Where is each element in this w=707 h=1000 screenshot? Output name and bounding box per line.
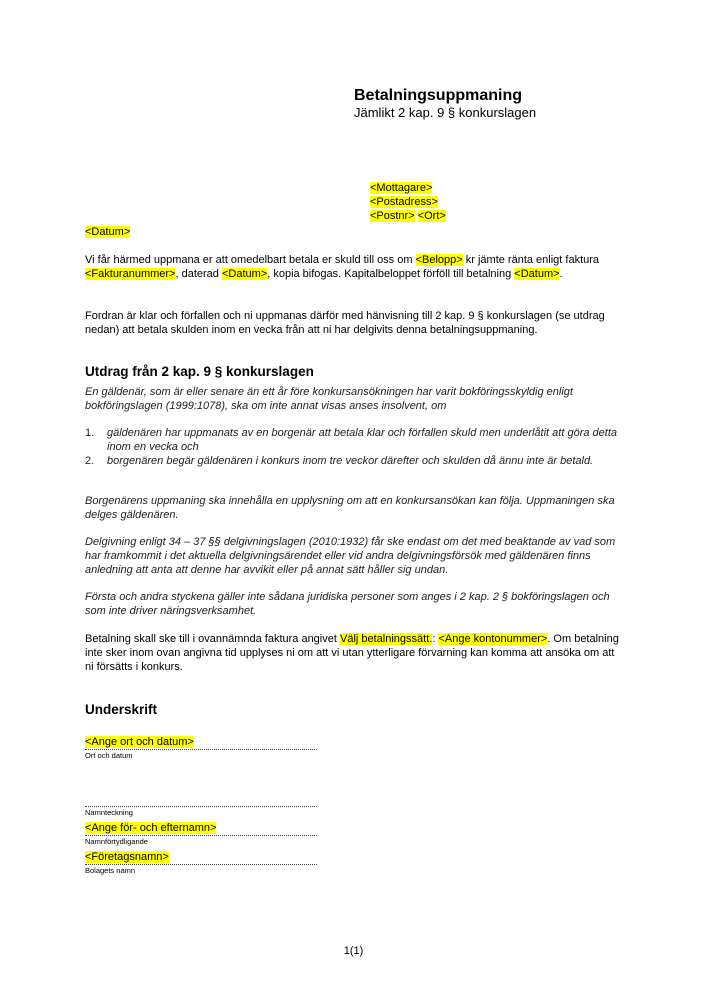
document-title: Betalningsuppmaning <box>354 87 522 104</box>
paragraph-demand <box>85 253 625 281</box>
signature-heading: Underskrift <box>85 702 158 717</box>
paragraph-notice: Fordran är klar och förfallen och ni uppmanas därför med hänvisning till 2 kap. 9 § konkurslagen (se utdrag nedan) att betala skulden inom en vecka från att ni har delgivits denna betalningsuppmaning. <box>85 310 605 336</box>
text-run: . Om betalning inte sker inom ovan angivna tid upplyses ni om att vi utan ytterligare förvarning kan komma att ansöka om att ni försätts i konkurs. <box>85 633 619 673</box>
signature-caption: Namnteckning <box>85 808 133 817</box>
page-number: 1(1) <box>343 945 364 957</box>
text-run: Betalning skall ske till i ovannämnda faktura angivet <box>85 633 340 645</box>
text-run: kr jämte ränta enligt faktura <box>462 254 600 266</box>
recipient-postal-address[interactable]: <Postadress> <box>370 196 438 208</box>
company-caption: Bolagets namn <box>85 866 136 875</box>
place-date-caption: Ort och datum <box>85 751 133 760</box>
list-item <box>85 454 625 468</box>
list-text: gäldenären har uppmanats av en borgenär att betala klar och förfallen skuld men underlåtit att göra detta inom en vecka och <box>107 427 617 453</box>
list-text: borgenären begär gäldenären i konkurs inom tre veckor därefter och skulden då ännu inte är betald. <box>107 455 594 467</box>
signature-company <box>85 850 169 864</box>
list-number: 2. <box>85 455 95 467</box>
document-subtitle: Jämlikt 2 kap. 9 § konkurslagen <box>354 105 537 120</box>
due-date-field[interactable]: <Datum> <box>514 268 560 280</box>
text-run: . <box>559 268 563 280</box>
name-line <box>85 835 317 836</box>
signature-line[interactable] <box>85 806 317 807</box>
text-run: Vi får härmed uppmana er att omedelbart betala er skuld till oss om <box>85 254 416 266</box>
text-run: , daterad <box>175 268 222 280</box>
company-line <box>85 864 317 865</box>
company-name-field[interactable]: <Företagsnamn> <box>85 851 169 863</box>
payment-method-select[interactable]: Välj betalningssätt. <box>339 633 433 645</box>
excerpt-paragraph-1: Borgenärens uppmaning ska innehålla en upplysning om att en konkursansökan kan följa. Uppmaningen ska delges gäldenären. <box>85 495 615 521</box>
text-run: : <box>432 633 439 645</box>
paragraph-payment <box>85 632 625 674</box>
signature-place-date <box>85 735 194 749</box>
list-item <box>85 426 625 454</box>
recipient-postnr[interactable]: <Postnr> <box>370 210 415 222</box>
recipient-name[interactable]: <Mottagare> <box>370 182 433 194</box>
excerpt-heading: Utdrag från 2 kap. 9 § konkurslagen <box>85 364 314 379</box>
letter-date <box>85 225 625 239</box>
signature-name <box>85 821 216 835</box>
full-name-field[interactable]: <Ange för- och efternamn> <box>85 822 217 834</box>
place-date-field[interactable]: <Ange ort och datum> <box>85 736 194 748</box>
name-caption: Namnförtydligande <box>85 837 148 846</box>
account-number-field[interactable]: <Ange kontonummer> <box>438 633 548 645</box>
excerpt-paragraph-2: Delgivning enligt 34 – 37 §§ delgivningslagen (2010:1932) får ske endast om det med beaktande av vad som har framkommit i det aktuella delgivningsärendet eller vid andra delgivningsförsök med gäldenären finns anledning att anta att denne har avvikit eller på annat sätt håller sig undan. <box>85 536 616 576</box>
date-field[interactable]: <Datum> <box>85 226 131 238</box>
invoice-number-field[interactable]: <Fakturanummer> <box>85 268 176 280</box>
excerpt-list <box>85 426 625 468</box>
text-run: , kopia bifogas. Kapitalbeloppet förföll till betalning <box>267 268 515 280</box>
invoice-date-field[interactable]: <Datum> <box>221 268 268 280</box>
excerpt-paragraph-3: Första och andra styckena gäller inte sådana juridiska personer som anges i 2 kap. 2 § bokföringslagen och som inte driver näringsverksamhet. <box>85 591 610 617</box>
recipient-address <box>370 181 446 223</box>
recipient-city[interactable]: <Ort> <box>417 210 446 222</box>
amount-field[interactable]: <Belopp> <box>415 254 463 266</box>
place-date-line <box>85 749 317 750</box>
list-number: 1. <box>85 427 95 439</box>
excerpt-intro: En gäldenär, som är eller senare än ett år före konkursansökningen har varit bokföringsskyldig enligt bokföringslagen (1999:1078), ska om inte annat visas anses insolvent, om <box>85 386 573 412</box>
